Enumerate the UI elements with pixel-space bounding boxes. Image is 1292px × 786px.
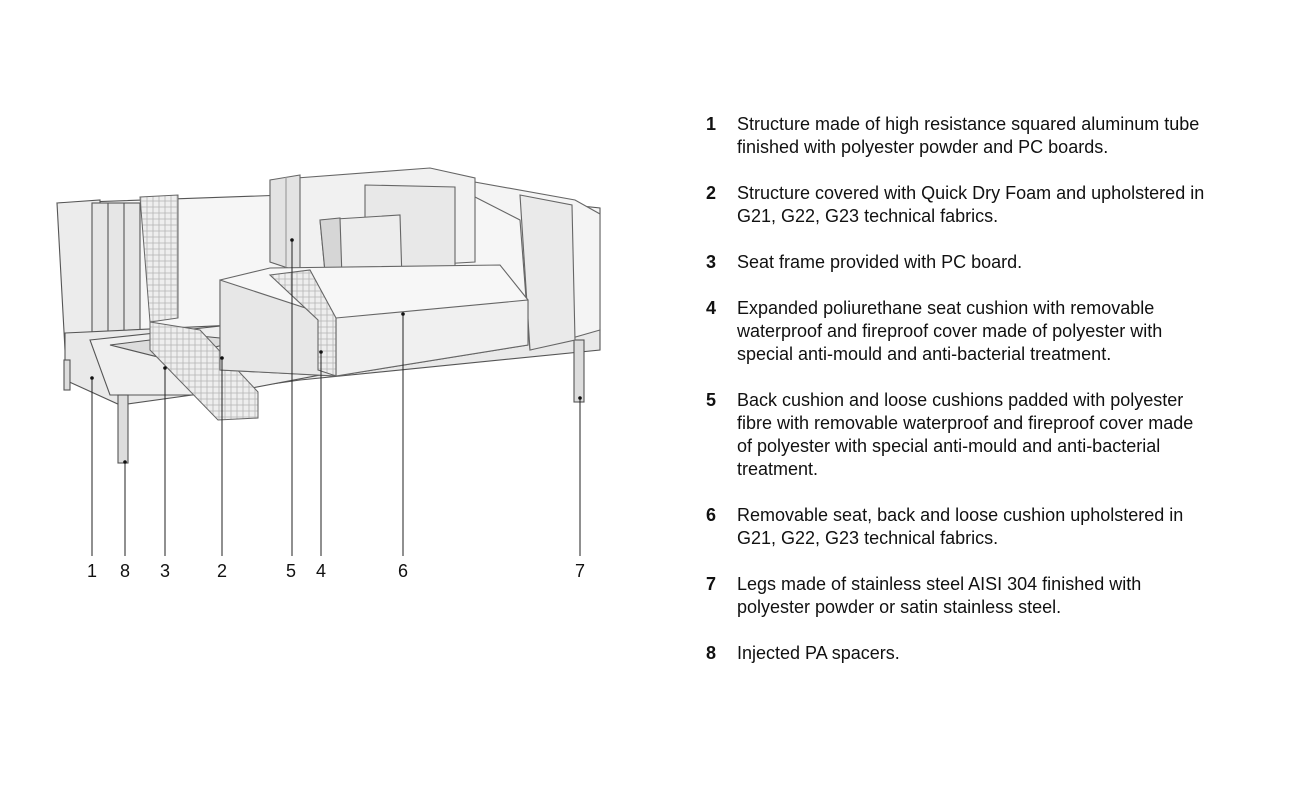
callout-label: 5 (285, 561, 297, 581)
legend-number: 4 (706, 298, 717, 318)
legend-item (706, 642, 1226, 665)
component-legend (706, 113, 1226, 688)
legend-description: Expanded poliurethane seat cushion with removable waterproof and fireproof cover made of polyester with special anti-mould and anti-bacterial treatment. (737, 298, 1163, 364)
callout-label: 2 (216, 561, 228, 581)
callout-label: 3 (159, 561, 171, 581)
legend-number: 3 (706, 252, 717, 272)
legend-number: 5 (706, 390, 717, 410)
callout-label: 1 (86, 561, 98, 581)
legend-description: Back cushion and loose cushions padded with polyester fibre with removable waterproof and fireproof cover made of polyester with special anti-mould and anti-bacterial treatment. (737, 390, 1194, 479)
callout-label: 8 (119, 561, 131, 581)
legend-description: Removable seat, back and loose cushion upholstered in G21, G22, G23 technical fabrics. (737, 505, 1184, 548)
legend-item (706, 182, 1226, 228)
legend-item (706, 389, 1226, 481)
legend-number: 1 (706, 114, 717, 134)
callout-label: 6 (397, 561, 409, 581)
legend-item (706, 251, 1226, 274)
legend-number: 2 (706, 183, 717, 203)
legend-description: Injected PA spacers. (737, 643, 900, 663)
legend-description: Legs made of stainless steel AISI 304 finished with polyester powder or satin stainless steel. (737, 574, 1142, 617)
legend-item (706, 504, 1226, 550)
legend-description: Structure covered with Quick Dry Foam and upholstered in G21, G22, G23 technical fabrics. (737, 183, 1205, 226)
legend-item (706, 297, 1226, 366)
legend-number: 8 (706, 643, 717, 663)
legend-description: Seat frame provided with PC board. (737, 252, 1023, 272)
legend-description: Structure made of high resistance squared aluminum tube finished with polyester powder and PC boards. (737, 114, 1200, 157)
legend-item (706, 113, 1226, 159)
callout-numbers (87, 561, 585, 581)
legend-number: 7 (706, 574, 717, 594)
legend-number: 6 (706, 505, 717, 525)
callout-label: 7 (574, 561, 586, 581)
callout-label: 4 (315, 561, 327, 581)
legend-item (706, 573, 1226, 619)
